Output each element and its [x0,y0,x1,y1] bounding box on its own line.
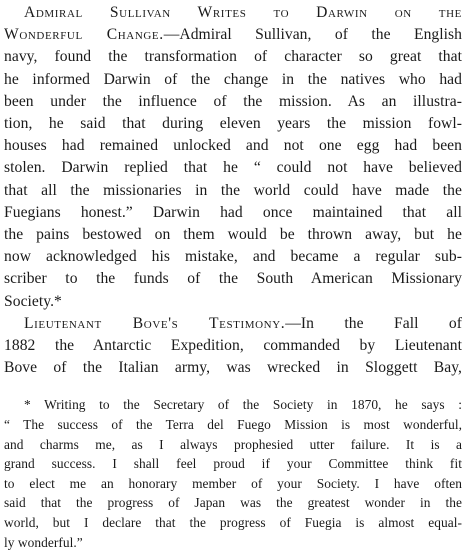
text-line: been under the influence of the mission. As an illustra- [4,92,462,110]
text-line: tion, he said that during eleven years the mission fowl- [4,115,462,133]
text-line: scriber to the funds of the South American Missionary [4,270,462,288]
footnote-line: * Writing to the Secretary of the Society in 1870, he says : [24,397,462,413]
text-line: 1882 the Antarctic Expedition, commanded by Lieutenant [4,337,462,355]
footnote-line: grand success. I shall feel proud if your Committee think fit [4,456,462,472]
footnote-line: world, but I declare that the progress of Fuegia is almost equal- [4,515,462,531]
footnote-line: “ The success of the Terra del Fuego Mission is most wonderful, [4,417,462,433]
text-line: he informed Darwin of the change in the natives who had [4,70,462,88]
text-line: houses had remained unlocked and not one egg had been [4,137,462,155]
text-line: stolen. Darwin replied that he “ could not have believed [4,159,462,177]
text-line: navy, found the transformation of character so great that [4,48,462,66]
footnote-line: to elect me an honorary member of your Society. I have often [4,475,462,491]
text-line: Bove of the Italian army, was wrecked in Sloggett Bay, [4,359,462,377]
text-line [4,24,462,46]
footnote-line: said that the progress of Japan was the greatest wonder in the [4,495,462,511]
section-heading-admiral-sullivan: Admiral Sullivan Writes to Darwin on the [24,4,462,21]
text-fragment: —Admiral Sullivan, of the English [163,26,462,44]
footnote [4,395,462,552]
text-line: Society.* [4,292,62,310]
section-heading-lieutenant-bove: Lieutenant Bove's Testimony. [24,314,286,332]
document-page [4,2,462,552]
footnote-line: ly wonderful.” [4,534,83,550]
text-fragment: —In the Fall of [285,314,462,332]
text-line: that all the missionaries in the world could have made the [4,181,462,199]
footnote-line: and charms me, as I always prophesied utter failure. It is a [4,436,462,452]
text-line: Fuegians honest.” Darwin had once maintained that all [4,203,462,221]
text-line [4,2,462,24]
paragraph-lieutenant-bove [4,313,462,380]
text-line [4,313,462,335]
section-heading-continued: Wonderful Change. [4,26,164,44]
text-line: now acknowledged his mistake, and became a regular sub- [4,248,462,266]
text-line: the pains bestowed on them would be thrown away, but he [4,226,462,244]
paragraph-admiral-sullivan [4,2,462,313]
